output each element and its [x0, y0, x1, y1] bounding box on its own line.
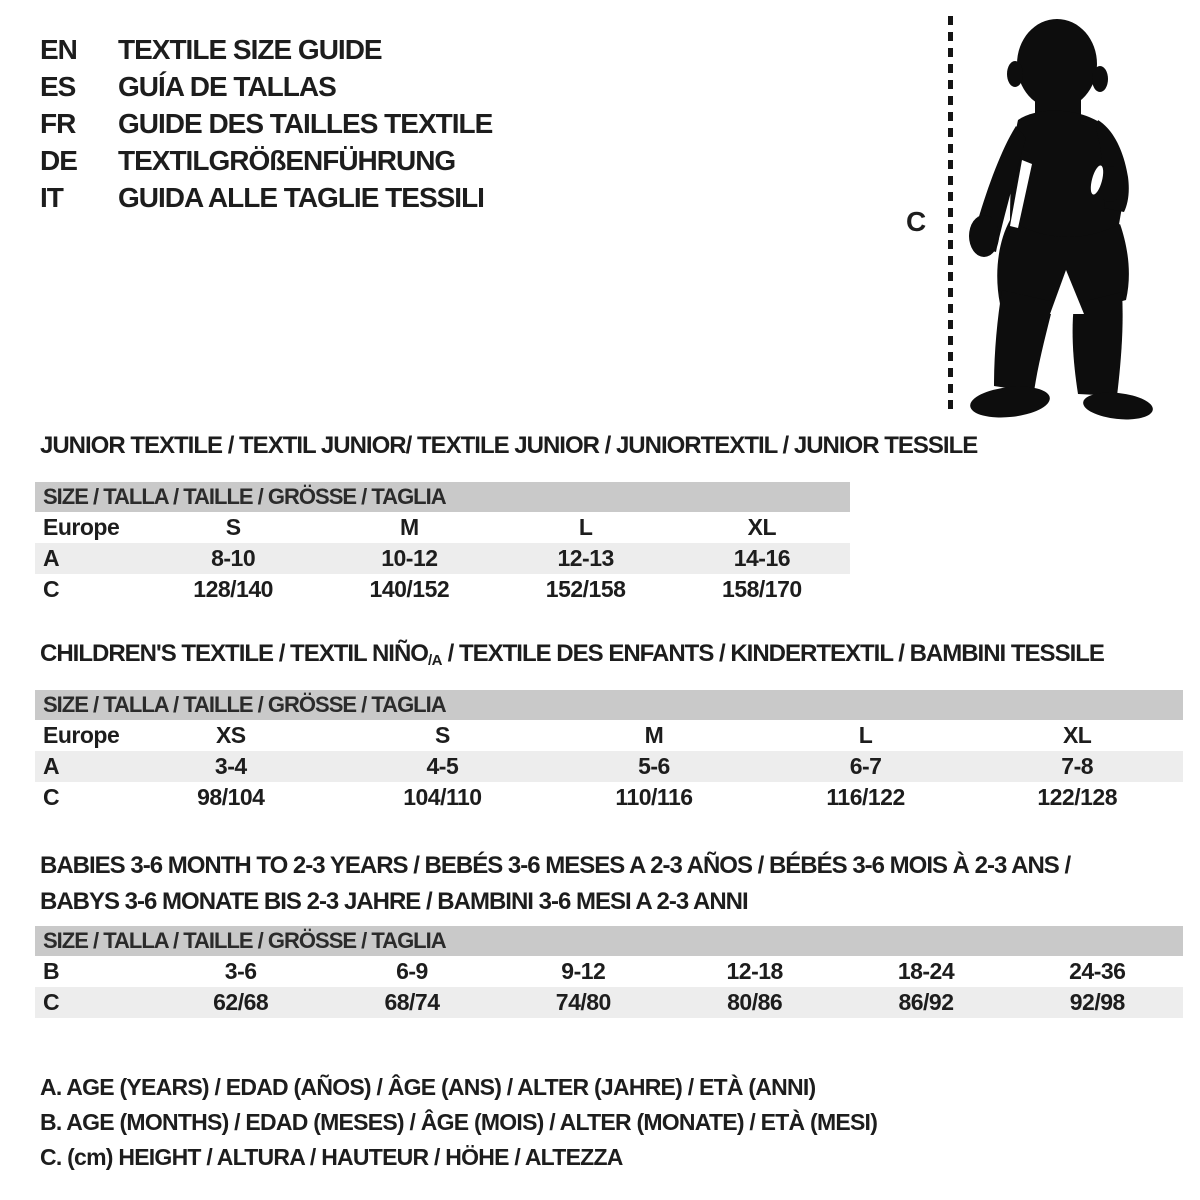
size-cell: XS [215, 722, 246, 748]
height-cell: 92/98 [1069, 989, 1125, 1015]
babies-title-line2: BABYS 3-6 MONATE BIS 2-3 JAHRE / BAMBINI 3-6 MESI A 2-3 ANNI [40, 888, 748, 915]
language-title: TEXTILE SIZE GUIDE [118, 33, 382, 65]
size-cell: XL [747, 514, 777, 540]
table-row-height-cm [35, 987, 1183, 1018]
height-cell: 116/122 [826, 784, 905, 810]
height-cell: 104/110 [403, 784, 482, 810]
age-cell: 10-12 [381, 545, 438, 571]
language-row-it [40, 179, 492, 216]
height-measure-dashed-line [948, 16, 953, 416]
size-header-band [35, 690, 1183, 720]
size-cell: L [578, 514, 593, 540]
junior-section-title: JUNIOR TEXTILE / TEXTIL JUNIOR/ TEXTILE JUNIOR / JUNIORTEXTIL / JUNIOR TESSILE [40, 432, 978, 459]
language-row-es [40, 68, 492, 105]
table-row-europe [35, 720, 1183, 751]
table-row-age-years [35, 751, 1183, 782]
language-title: TEXTILGRÖßENFÜHRUNG [118, 144, 456, 176]
height-cell: 158/170 [722, 576, 802, 602]
age-cell: 6-7 [849, 753, 882, 779]
children-title-suffix: /A [427, 652, 442, 669]
age-cell: 3-6 [224, 958, 257, 984]
table-row-europe [35, 512, 850, 543]
age-cell: 14-16 [733, 545, 791, 571]
height-cell: 80/86 [727, 989, 783, 1015]
age-cell: 12-13 [557, 545, 614, 571]
row-label: C [43, 989, 60, 1015]
size-cell: M [644, 722, 664, 748]
legend-line-a: A. AGE (YEARS) / EDAD (AÑOS) / ÂGE (ANS) / ALTER (JAHRE) / ETÀ (ANNI) [40, 1074, 816, 1100]
table-row-age-years [35, 543, 850, 574]
babies-title-line1: BABIES 3-6 MONTH TO 2-3 YEARS / BEBÉS 3-6 MESES A 2-3 AÑOS / BÉBÉS 3-6 MOIS À 2-3 ANS / [40, 852, 1071, 879]
row-label: C [43, 784, 60, 810]
size-cell: S [434, 722, 450, 748]
language-title: GUÍA DE TALLAS [118, 70, 336, 102]
babies-size-table [35, 926, 1183, 1018]
language-title: GUIDE DES TAILLES TEXTILE [118, 107, 493, 139]
height-cell: 110/116 [615, 784, 693, 810]
age-cell: 12-18 [726, 958, 783, 984]
language-title: GUIDA ALLE TAGLIE TESSILI [118, 181, 484, 213]
toddler-silhouette [960, 12, 1155, 422]
height-cell: 140/152 [369, 576, 450, 602]
row-label: B [43, 958, 60, 984]
row-label: A [43, 753, 60, 779]
height-cell: 74/80 [555, 989, 611, 1015]
table-row-height-cm [35, 782, 1183, 813]
height-cell: 62/68 [213, 989, 269, 1015]
language-title-list [40, 31, 492, 216]
babies-section-title [40, 848, 1070, 920]
size-cell: M [400, 514, 419, 540]
size-cell: XL [1062, 722, 1092, 748]
children-title-main: CHILDREN'S TEXTILE / TEXTIL NIÑO [40, 640, 428, 667]
age-cell: 7-8 [1061, 753, 1094, 779]
children-section-title [40, 640, 1104, 669]
age-cell: 3-4 [214, 753, 247, 779]
height-cell: 122/128 [1037, 784, 1117, 810]
age-cell: 4-5 [426, 753, 459, 779]
table-row-age-months [35, 956, 1183, 987]
size-cell: S [225, 514, 241, 540]
language-row-en [40, 31, 492, 68]
language-code: DE [40, 144, 77, 176]
size-header-text: SIZE / TALLA / TAILLE / GRÖSSE / TAGLIA [43, 692, 446, 717]
row-label: A [43, 545, 60, 571]
height-cell: 68/74 [384, 989, 440, 1015]
size-header-text: SIZE / TALLA / TAILLE / GRÖSSE / TAGLIA [43, 928, 446, 953]
height-cell: 86/92 [898, 989, 954, 1015]
age-cell: 24-36 [1069, 958, 1126, 984]
age-cell: 18-24 [897, 958, 955, 984]
height-cell: 152/158 [545, 576, 626, 602]
age-cell: 6-9 [396, 958, 428, 984]
children-title-rest: / TEXTILE DES ENFANTS / KINDERTEXTIL / BAMBINI TESSILE [441, 640, 1104, 667]
height-cell: 98/104 [197, 784, 265, 810]
age-cell: 8-10 [211, 545, 256, 571]
size-header-band [35, 482, 850, 512]
language-code: ES [40, 70, 76, 102]
legend-line-c: C. (cm) HEIGHT / ALTURA / HAUTEUR / HÖHE / ALTEZZA [40, 1144, 623, 1170]
row-label: Europe [43, 514, 120, 540]
row-label: Europe [43, 722, 120, 748]
size-cell: L [858, 722, 873, 748]
junior-size-table [35, 482, 850, 605]
height-measure-label: C [906, 206, 927, 237]
size-header-text: SIZE / TALLA / TAILLE / GRÖSSE / TAGLIA [43, 484, 446, 509]
row-label: C [43, 576, 60, 602]
legend-line-b: B. AGE (MONTHS) / EDAD (MESES) / ÂGE (MOIS) / ALTER (MONATE) / ETÀ (MESI) [40, 1109, 878, 1135]
language-row-fr [40, 105, 492, 142]
language-code: FR [40, 107, 76, 139]
children-size-table [35, 690, 1183, 813]
legend [40, 1070, 877, 1175]
language-code: IT [40, 181, 63, 213]
age-cell: 5-6 [638, 753, 670, 779]
language-row-de [40, 142, 492, 179]
height-cell: 128/140 [193, 576, 273, 602]
age-cell: 9-12 [561, 958, 606, 984]
size-header-band [35, 926, 1183, 956]
language-code: EN [40, 33, 77, 65]
table-row-height-cm [35, 574, 850, 605]
